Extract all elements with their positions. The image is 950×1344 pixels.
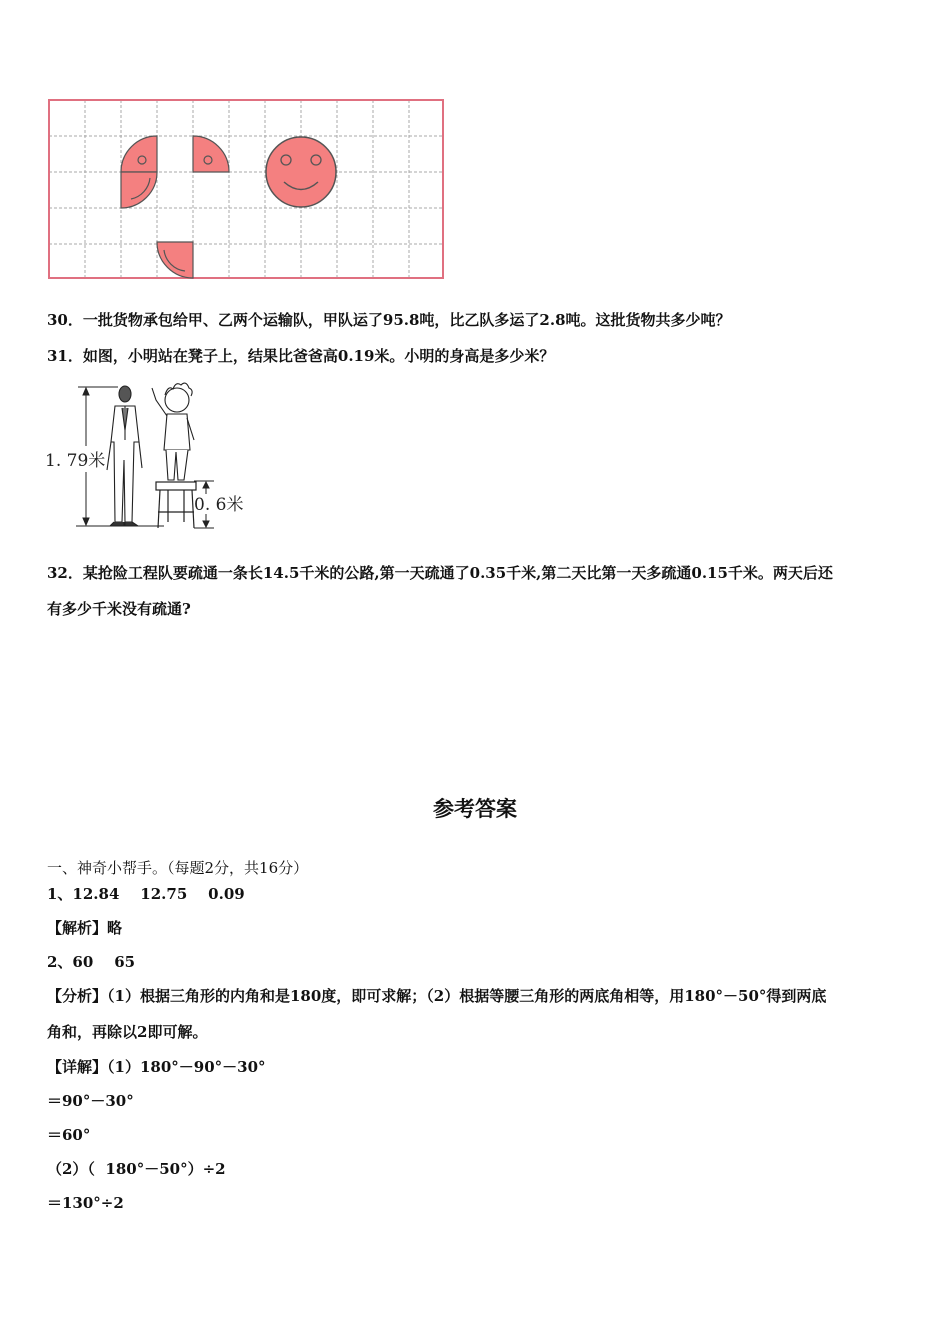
grid-border — [49, 100, 443, 278]
answer-1: 1、12.84 12.75 0.09 — [47, 885, 245, 903]
analysis-tag: 【分析】 — [47, 987, 108, 1005]
analysis-text: 略 — [107, 919, 123, 937]
smiley-piece-2 — [121, 172, 157, 208]
answer-2-analysis-line1 — [47, 985, 826, 1006]
boy-figure — [152, 383, 194, 480]
stool-height-label: 0. 6米 — [194, 495, 244, 515]
smiley-piece-1 — [121, 136, 157, 172]
question-31: 31．如图，小明站在凳子上，结果比爸爸高0.19米。小明的身高是多少米？ — [47, 347, 555, 365]
answer-2-step-2: ＝90°－30° — [47, 1092, 134, 1110]
grid-lines — [49, 100, 443, 278]
answer-2-analysis-line2: 角和，再除以2即可解。 — [47, 1023, 208, 1041]
answer-2-step-3: ＝60° — [47, 1126, 91, 1144]
answers-title: 参考答案 — [433, 796, 517, 821]
analysis-text: （1）根据三角形的内角和是180度，即可求解；（2）根据等腰三角形的两底角相等，用180°－50°得到两底 — [107, 987, 827, 1005]
smiley-face — [266, 137, 336, 207]
detail-tag: 【详解】 — [47, 1058, 108, 1076]
smiley-piece-3 — [193, 136, 229, 172]
answer-2-step-5: ＝130°÷2 — [47, 1194, 124, 1212]
father-figure — [107, 386, 142, 526]
question-32-line1: 32．某抢险工程队要疏通一条长14.5千米的公路,第一天疏通了0.35千米,第二天比第一天多疏通0.15千米。两天后还 — [47, 564, 833, 582]
question-32-line2: 有多少千米没有疏通? — [47, 600, 191, 618]
section-1-heading: 一、神奇小帮手。（每题2分，共16分） — [47, 859, 309, 877]
answer-2-detail — [47, 1056, 266, 1077]
height-figure — [44, 380, 254, 532]
stool — [156, 482, 196, 528]
grid-figure — [47, 98, 445, 280]
detail-text: （1）180°－90°－30° — [107, 1058, 266, 1076]
analysis-tag: 【解析】 — [47, 919, 108, 937]
answer-1-analysis — [47, 917, 122, 938]
father-height-label: 1. 79米 — [45, 451, 106, 471]
answer-2: 2、60 65 — [47, 953, 136, 971]
question-30: 30．一批货物承包给甲、乙两个运输队，甲队运了95.8吨，比乙队多运了2.8吨。这批货物共多少吨？ — [47, 311, 731, 329]
answer-2-step-4: （2）（ 180°－50°）÷2 — [47, 1160, 226, 1178]
smiley-piece-4 — [157, 242, 193, 278]
